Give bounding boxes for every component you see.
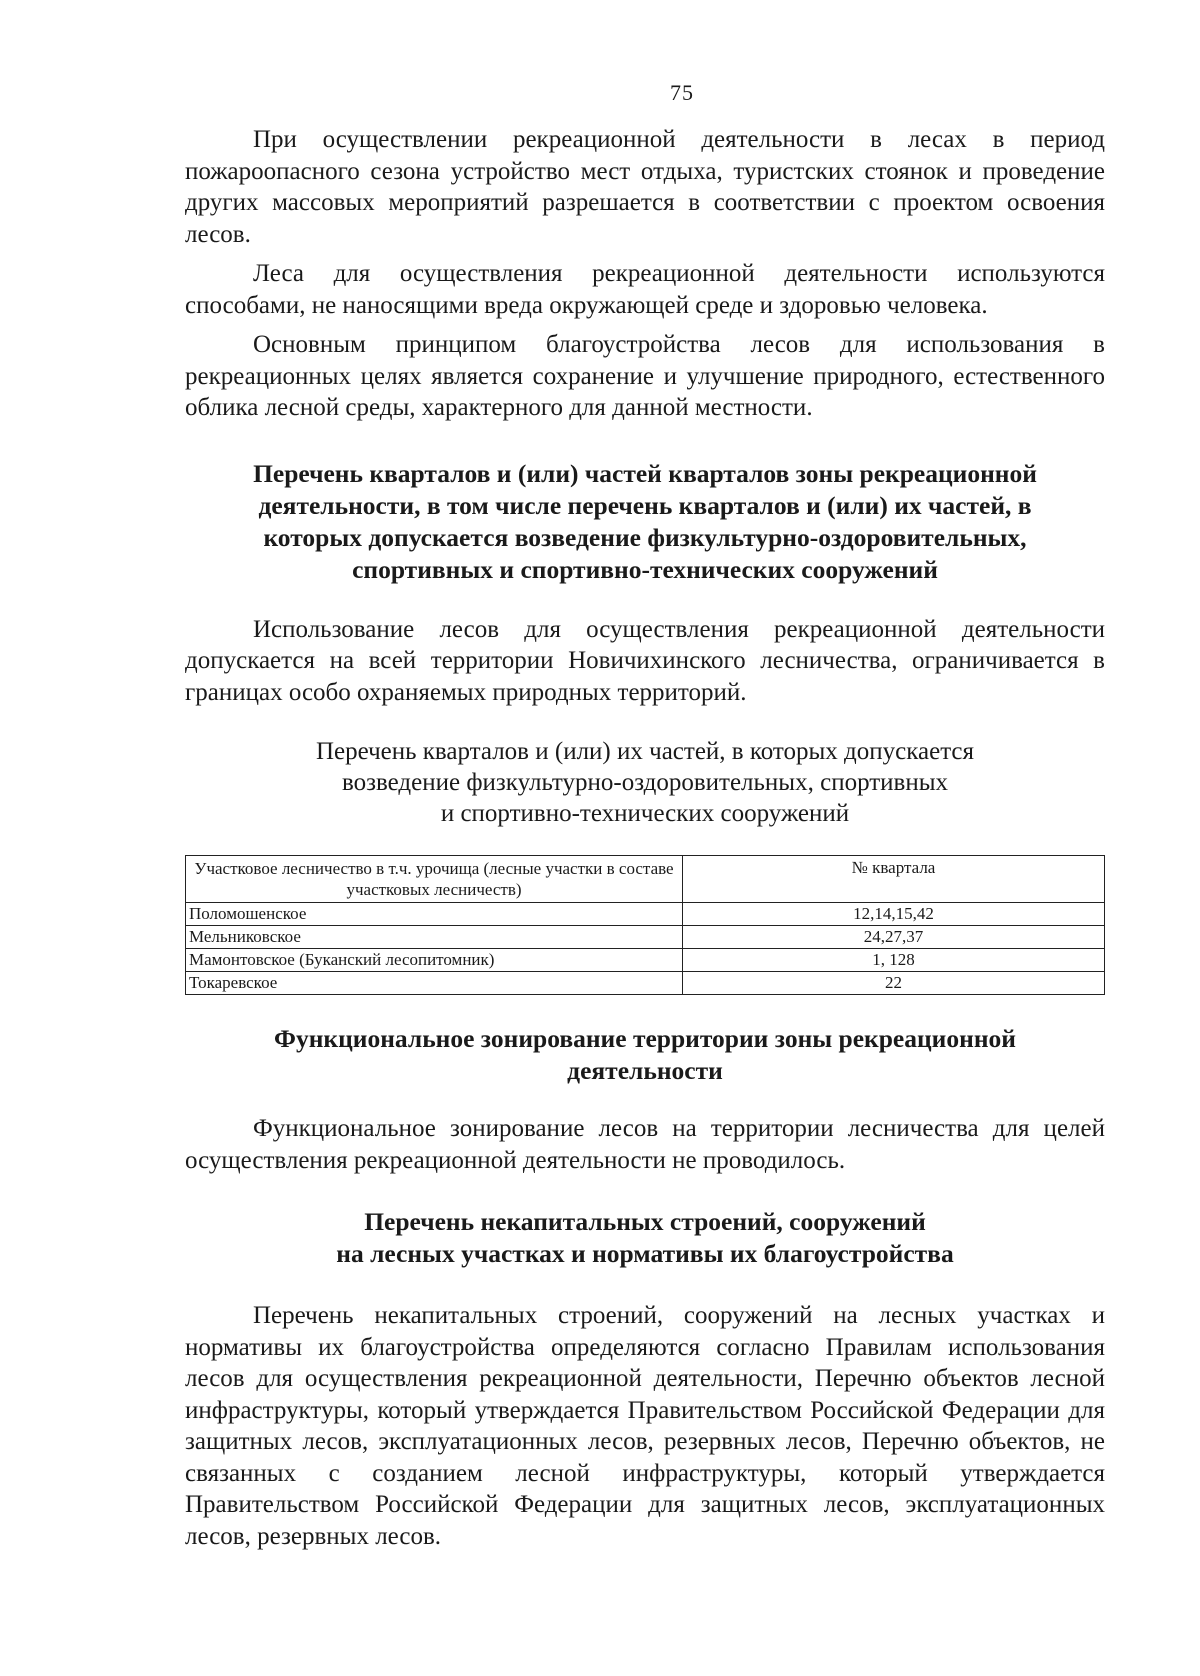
page-number: 75 bbox=[670, 80, 694, 105]
section-heading-functional-zoning bbox=[185, 1023, 1105, 1087]
heading-line: Функциональное зонирование территории зоны рекреационной bbox=[274, 1024, 1016, 1053]
section-heading-recreation-quarters bbox=[185, 458, 1105, 586]
section3-paragraph: Перечень некапитальных строений, сооружений на лесных участках и нормативы их благоустройства определяются согласно Правилам использования лесов для осуществления рекреационной деятельности, Перечню объектов лесной инфраструктуры, который утверждается Правительством Российской Федерации для защитных лесов, эксплуатационных лесов, резервных лесов, Перечню объектов, не связанных с созданием лесной инфраструктуры, который утверждается Правительством Российской Федерации для защитных лесов, эксплуатационных лесов, резервных лесов. bbox=[185, 1302, 1105, 1550]
quarters-table bbox=[185, 855, 1105, 995]
cell-quarters: 24,27,37 bbox=[683, 926, 1105, 949]
heading-line: деятельности, в том числе перечень кварталов и (или) их частей, в bbox=[258, 490, 1032, 520]
cell-forestry: Токаревское bbox=[186, 972, 683, 995]
table-header-row bbox=[186, 856, 1105, 903]
heading-line: деятельности bbox=[567, 1056, 723, 1085]
intro-paragraph-2: Леса для осуществления рекреационной деятельности используются способами, не наносящими вреда окружающей среде и здоровью человека. bbox=[185, 260, 1105, 319]
heading-line: Перечень кварталов и (или) частей кварталов зоны рекреационной bbox=[253, 458, 1037, 488]
header-forestry: Участковое лесничество в т.ч. урочища (лесные участки в составе участковых лесничеств) bbox=[186, 856, 683, 903]
heading-line: на лесных участках и нормативы их благоустройства bbox=[336, 1239, 954, 1268]
cell-forestry: Мельниковское bbox=[186, 926, 683, 949]
table-row bbox=[186, 949, 1105, 972]
table-row bbox=[186, 903, 1105, 926]
intro-paragraph-1: При осуществлении рекреационной деятельности в лесах в период пожароопасного сезона устройство мест отдыха, туристских стоянок и проведение других массовых мероприятий разрешается в соответствии с проектом освоения лесов. bbox=[185, 126, 1105, 248]
table-row bbox=[186, 972, 1105, 995]
heading-line: которых допускается возведение физкультурно-оздоровительных, bbox=[263, 522, 1027, 552]
section2-paragraph: Функциональное зонирование лесов на территории лесничества для целей осуществления рекреационной деятельности не проводилось. bbox=[185, 1115, 1105, 1174]
intro-paragraph-3: Основным принципом благоустройства лесов для использования в рекреационных целях является сохранение и улучшение природного, естественного облика лесной среды, характерного для данной местности. bbox=[185, 331, 1105, 421]
cell-forestry: Мамонтовское (Буканский лесопитомник) bbox=[186, 949, 683, 972]
table-title-line: возведение физкультурно-оздоровительных, спортивных bbox=[341, 769, 949, 796]
section1-paragraph: Использование лесов для осуществления рекреационной деятельности допускается на всей территории Новичихинского лесничества, ограничивается в границах особо охраняемых природных территорий. bbox=[185, 615, 1105, 706]
cell-quarters: 22 bbox=[683, 972, 1105, 995]
cell-quarters: 12,14,15,42 bbox=[683, 903, 1105, 926]
document-body bbox=[185, 124, 1105, 1552]
heading-line: Перечень некапитальных строений, сооружений bbox=[364, 1207, 926, 1236]
table-row bbox=[186, 926, 1105, 949]
table-title bbox=[185, 736, 1105, 829]
section-heading-non-capital-structures bbox=[185, 1206, 1105, 1270]
table-title-line: и спортивно-технических сооружений bbox=[440, 800, 850, 827]
heading-line: спортивных и спортивно-технических сооружений bbox=[352, 554, 938, 584]
cell-quarters: 1, 128 bbox=[683, 949, 1105, 972]
cell-forestry: Поломошенское bbox=[186, 903, 683, 926]
header-quarter-number: № квартала bbox=[683, 856, 1105, 903]
table-title-line: Перечень кварталов и (или) их частей, в которых допускается bbox=[315, 738, 975, 765]
